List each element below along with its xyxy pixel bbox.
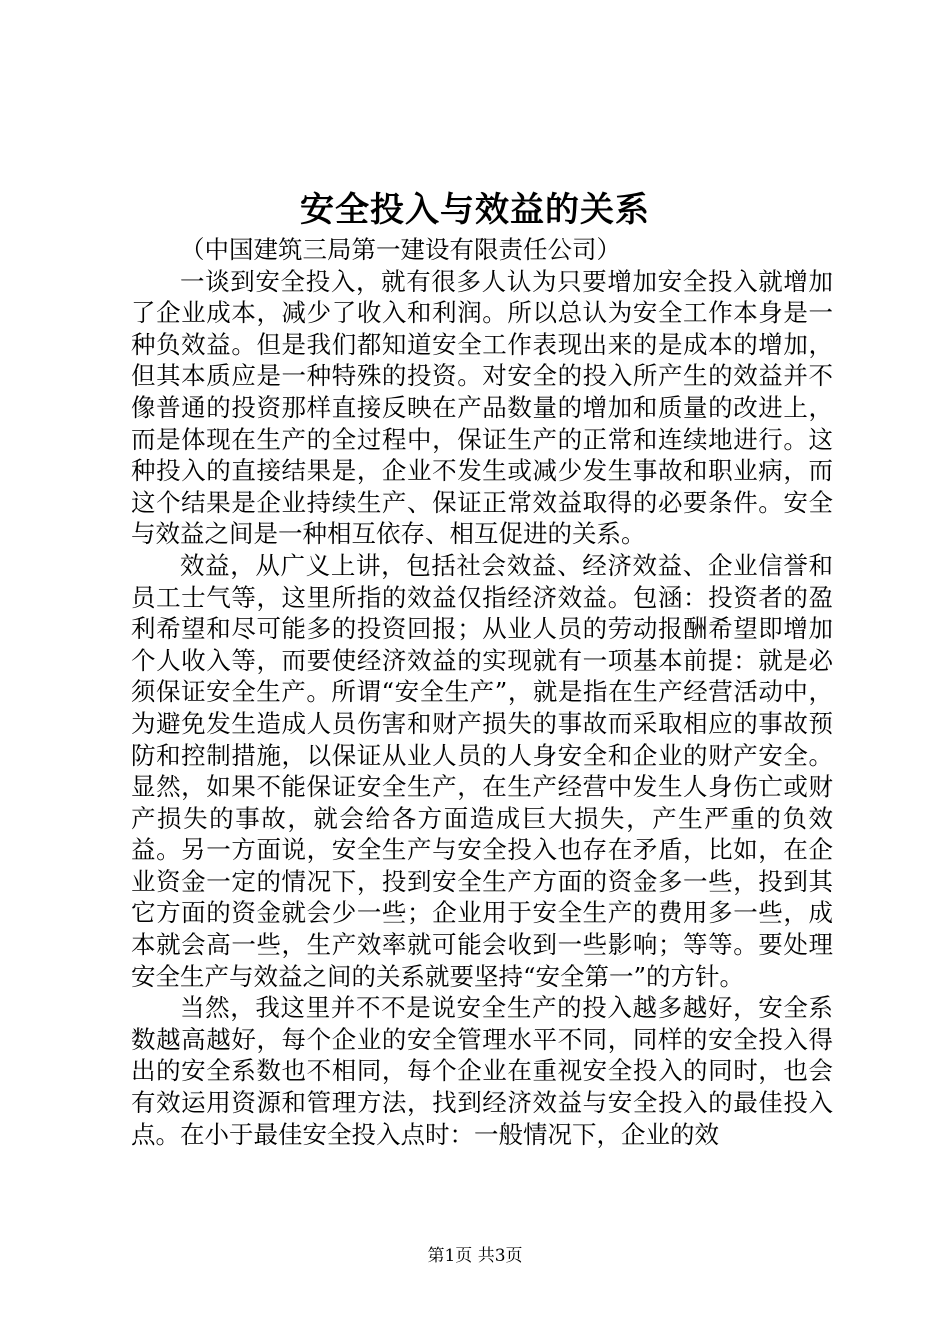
document-body	[131, 234, 833, 1150]
document-title: 安全投入与效益的关系	[300, 190, 650, 230]
document-subtitle: （中国建筑三局第一建设有限责任公司）	[180, 235, 621, 264]
paragraph: 当然，我这里并不不是说安全生产的投入越多越好，安全系数越高越好，每个企业的安全管理水平不同，同样的安全投入得出的安全系数也不相同，每个企业在重视安全投入的同时，也会有效运用资源和管理方法，找到经济效益与安全投入的最佳投入点。在小于最佳安全投入点时：一般情况下，企业的效	[131, 993, 833, 1149]
paragraph: 一谈到安全投入，就有很多人认为只要增加安全投入就增加了企业成本，减少了收入和利润。所以总认为安全工作本身是一种负效益。但是我们都知道安全工作表现出来的是成本的增加，但其本质应是一种特殊的投资。对安全的投入所产生的效益并不像普通的投资那样直接反映在产品数量的增加和质量的改进上，而是体现在生产的全过程中，保证生产的正常和连续地进行。这种投入的直接结果是，企业不发生或减少发生事故和职业病，而这个结果是企业持续生产、保证正常效益取得的必要条件。安全与效益之间是一种相互依存、相互促进的关系。	[131, 266, 833, 549]
page-footer: 第1页 共3页	[427, 1246, 523, 1266]
paragraph: 效益，从广义上讲，包括社会效益、经济效益、企业信誉和员工士气等，这里所指的效益仅指经济效益。包涵：投资者的盈利希望和尽可能多的投资回报；从业人员的劳动报酬希望即增加个人收入等，而要使经济效益的实现就有一项基本前提：就是必须保证安全生产。所谓“安全生产”，就是指在生产经营活动中，为避免发生造成人员伤害和财产损失的事故而采取相应的事故预防和控制措施，以保证从业人员的人身安全和企业的财产安全。显然，如果不能保证安全生产，在生产经营中发生人身伤亡或财产损失的事故，就会给各方面造成巨大损失，产生严重的负效益。另一方面说，安全生产与安全投入也存在矛盾，比如，在企业资金一定的情况下，投到安全生产方面的资金多一些，投到其它方面的资金就会少一些；企业用于安全生产的费用多一些，成本就会高一些，生产效率就可能会收到一些影响；等等。要处理安全生产与效益之间的关系就要坚持“安全第一”的方针。	[131, 550, 833, 991]
